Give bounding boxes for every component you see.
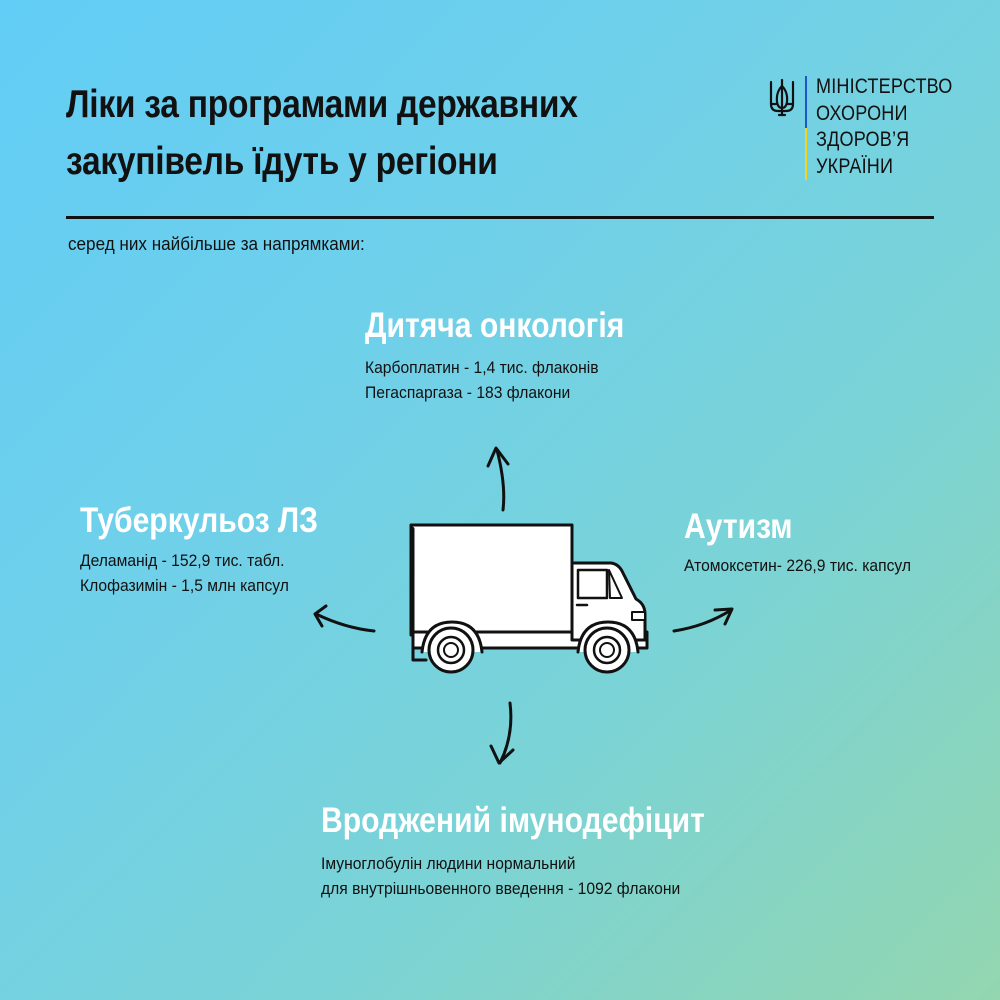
category-title: Туберкульоз ЛЗ bbox=[80, 501, 319, 540]
category-item: Клофазимін - 1,5 млн капсул bbox=[80, 576, 289, 595]
category-immunodeficiency bbox=[321, 801, 767, 901]
trident-icon bbox=[768, 78, 796, 118]
truck-icon bbox=[380, 505, 650, 675]
arrow-icon bbox=[674, 609, 732, 631]
arrow-icon bbox=[491, 703, 513, 763]
page-title bbox=[66, 76, 651, 190]
logo-line-4: УКРАЇНИ bbox=[816, 154, 894, 178]
category-autism bbox=[684, 507, 931, 578]
logo-line-2: ОХОРОНИ bbox=[816, 101, 908, 125]
header-divider bbox=[66, 216, 934, 219]
logo-blue-bar bbox=[805, 76, 807, 128]
category-title: Вроджений імунодефіцит bbox=[321, 801, 705, 840]
ministry-logo bbox=[768, 74, 958, 184]
subtitle: серед них найбільше за напрямками: bbox=[68, 234, 365, 254]
logo-line-1: МІНІСТЕРСТВО bbox=[816, 75, 953, 98]
category-title: Дитяча онкологія bbox=[365, 306, 625, 345]
page-title-line-1: Ліки за програмами державних bbox=[66, 83, 578, 126]
arrow-icon bbox=[315, 606, 374, 631]
category-item: Карбоплатин - 1,4 тис. флаконів bbox=[365, 358, 599, 377]
category-tuberculosis bbox=[80, 501, 357, 598]
category-item: Деламанід - 152,9 тис. табл. bbox=[80, 551, 285, 570]
category-oncology bbox=[365, 306, 666, 405]
category-item: Пегаспаргаза - 183 флакони bbox=[365, 383, 571, 402]
arrow-icon bbox=[488, 448, 508, 510]
page-title-line-2: закупівель їдуть у регіони bbox=[66, 140, 498, 183]
logo-line-3: ЗДОРОВ’Я bbox=[816, 128, 910, 151]
category-item: для внутрішньовенного введення - 1092 флакони bbox=[321, 879, 681, 898]
logo-yellow-bar bbox=[805, 128, 807, 180]
category-item: Імуноглобулін людини нормальний bbox=[321, 854, 576, 873]
category-item: Атомоксетин- 226,9 тис. капсул bbox=[684, 556, 912, 575]
logo-text bbox=[816, 74, 953, 180]
category-title: Аутизм bbox=[684, 507, 793, 546]
